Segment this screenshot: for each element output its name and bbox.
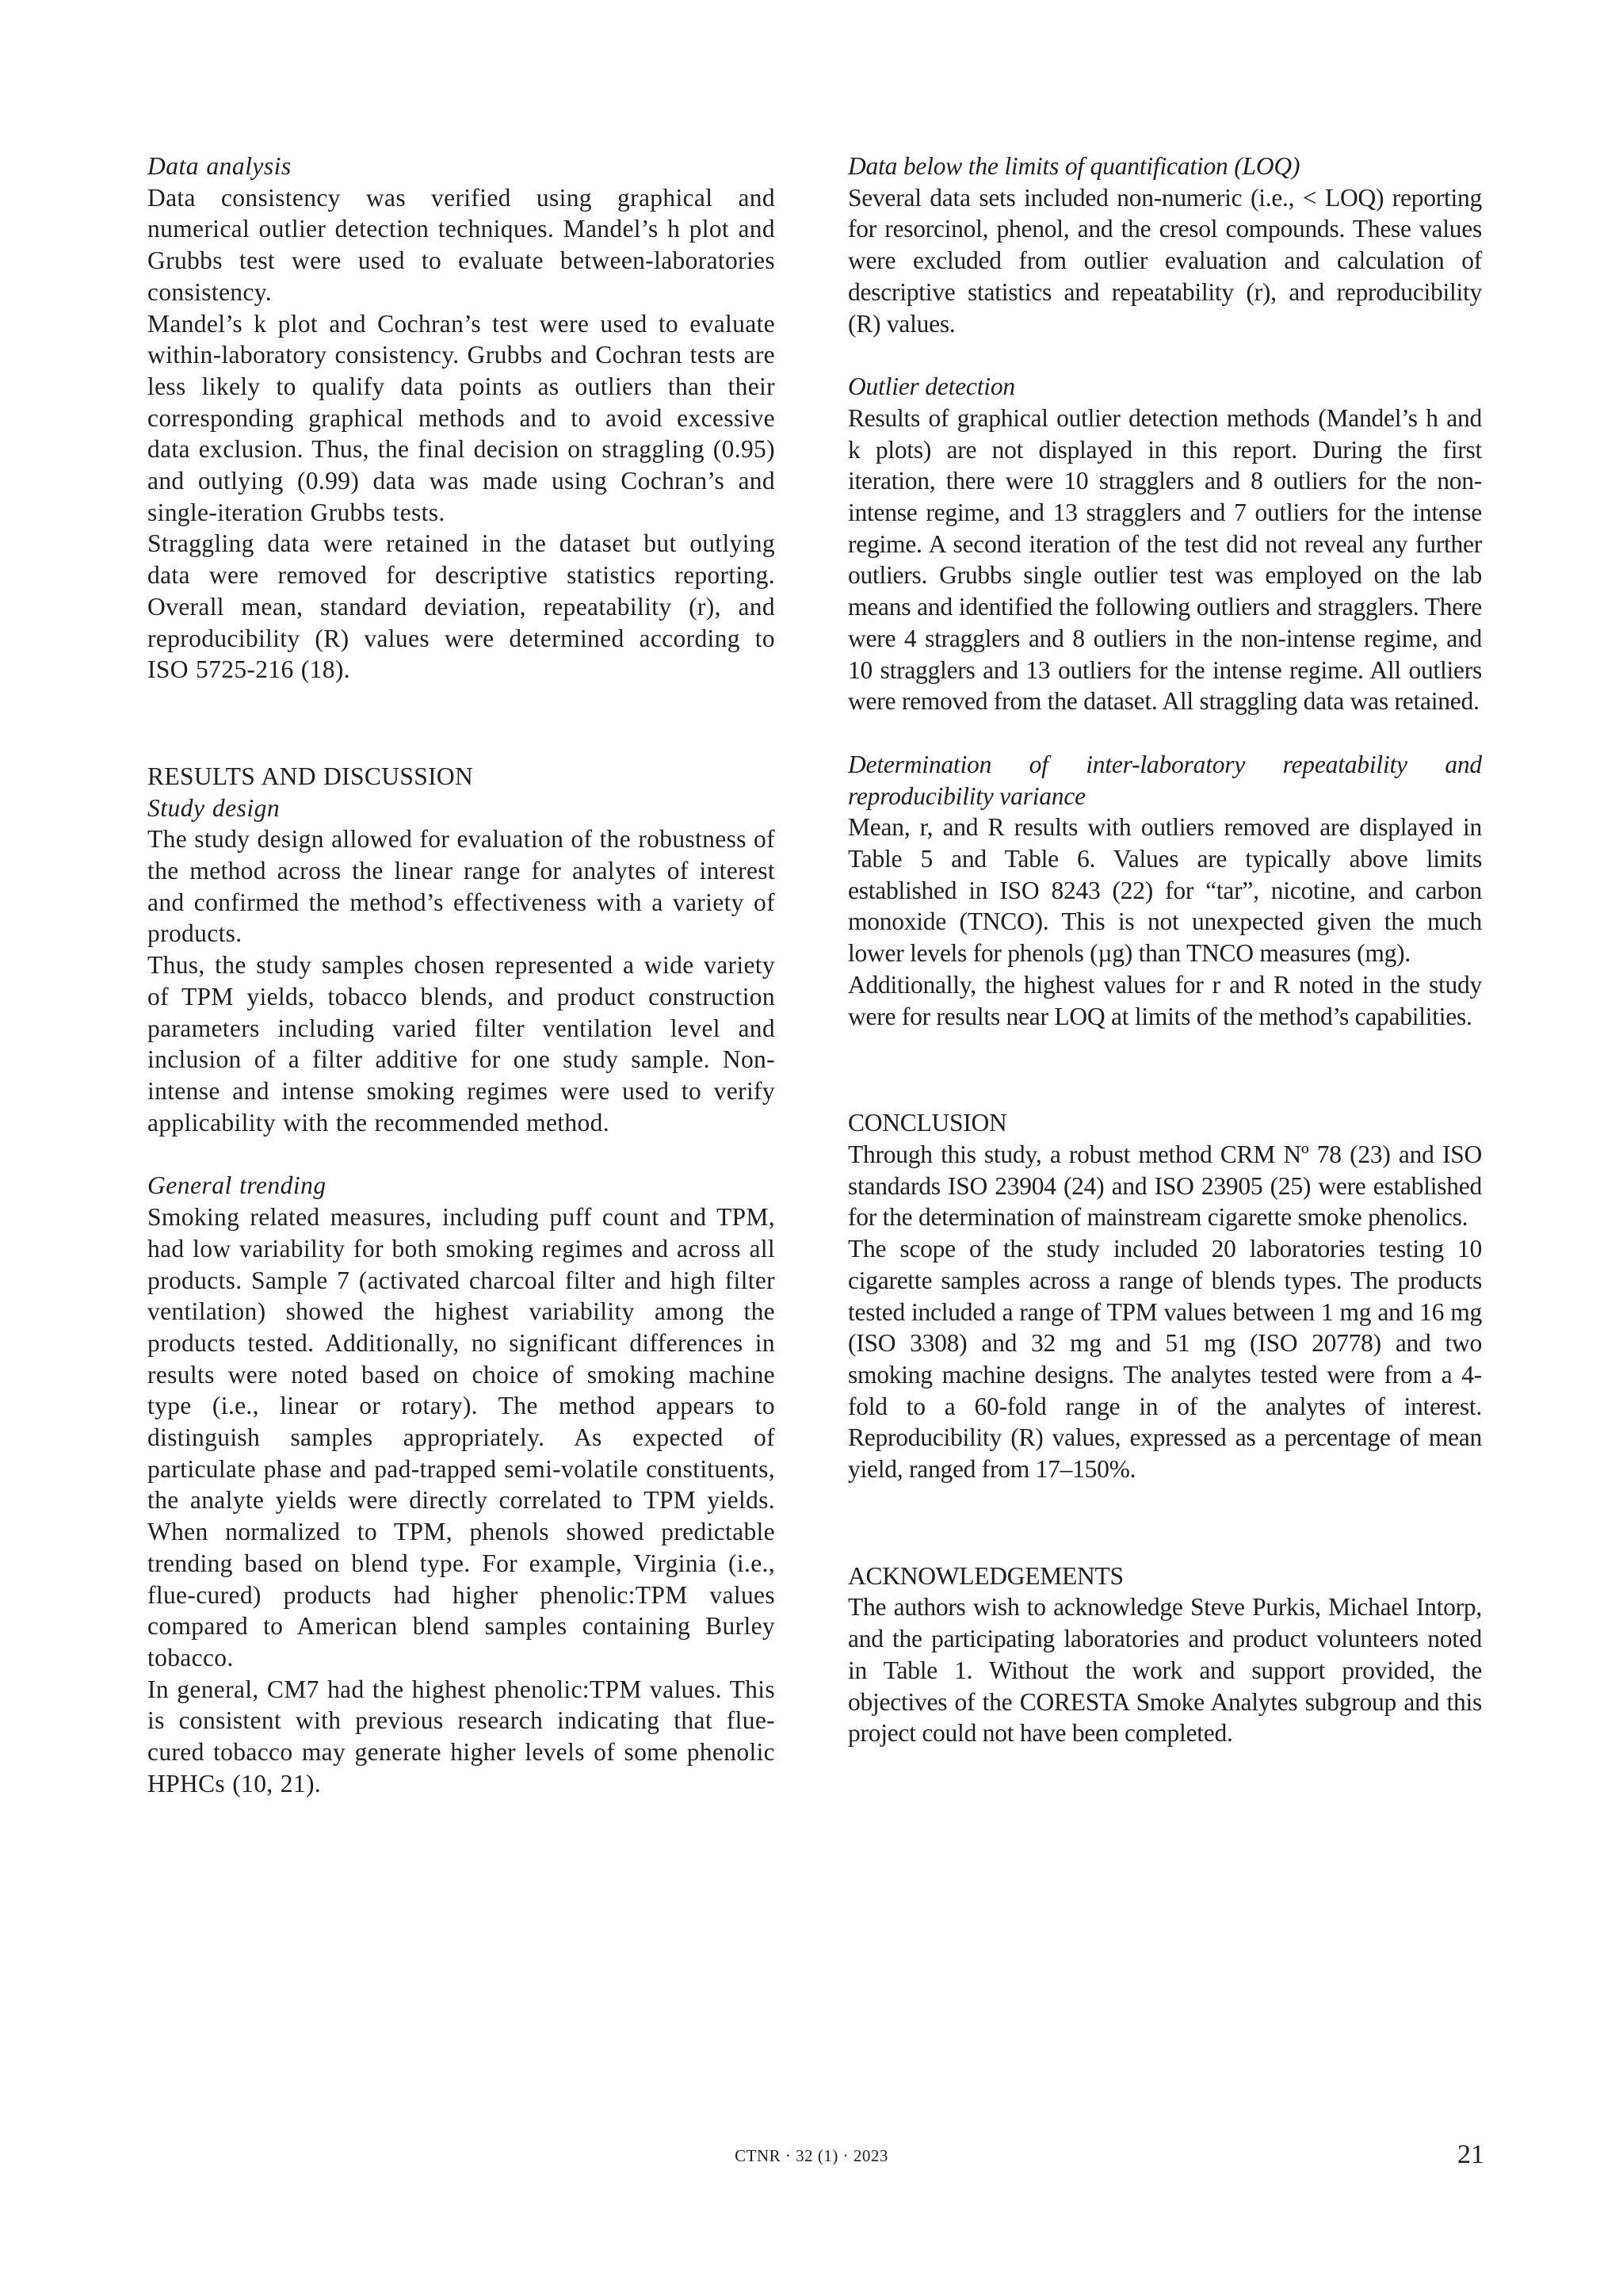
loq-paragraph: Several data sets included non-numeric (i.e., < LOQ) reporting for resorcinol, phenol, and the cresol compounds. These values were excluded from outlier evaluation and calculation of descriptive statistics and repeatability (r), and reproducibility (R) values. [848, 183, 1482, 338]
conclusion-paragraph-1: Through this study, a robust method CRM Nº 78 (23) and ISO standards ISO 23904 (24) and ISO 23905 (25) were established for the determination of mainstream cigarette smoke phenolics. [848, 1140, 1482, 1232]
right-column [848, 151, 1482, 1749]
page-number: 21 [1457, 2140, 1484, 2169]
general-trending-heading: General trending [147, 1171, 327, 1200]
acknowledgements-heading: ACKNOWLEDGEMENTS [848, 1561, 1124, 1590]
journal-citation: CTNR · 32 (1) · 2023 [735, 2146, 888, 2165]
general-trending-paragraph-1: Smoking related measures, including puff count and TPM, had low variability for both smoking regimes and across all products. Sample 7 (activated charcoal filter and high filter ventilation) showed the highest variability among the products tested. Additionally, no significant differences in results were noted based on choice of smoking machine type (i.e., linear or rotary). The method appears to distinguish samples appropriately. As expected of particulate phase and pad-trapped semi-volatile constituents, the analyte yields were directly correlated to TPM yields. When normalized to TPM, phenols showed predictable trending based on blend type. For example, Virginia (i.e., flue-cured) products had higher phenolic:TPM values compared to American blend samples containing Burley tobacco. [147, 1203, 775, 1671]
data-analysis-paragraph-2: Mandel’s k plot and Cochran’s test were used to evaluate within-laboratory consistency. Grubbs and Cochran tests are less likely to qualify data points as outliers than their corresponding graphical methods and to avoid excessive data exclusion. Thus, the final decision on straggling (0.95) and outlying (0.99) data was made using Cochran’s and single-iteration Grubbs tests. [147, 309, 775, 526]
study-design-paragraph-2: Thus, the study samples chosen represented a wide variety of TPM yields, tobacco blends, and product construction parameters including varied filter ventilation level and inclusion of a filter additive for one study sample. Non-intense and intense smoking regimes were used to verify applicability with the recommended method. [147, 951, 775, 1137]
results-heading: RESULTS AND DISCUSSION [147, 762, 474, 790]
conclusion-heading: CONCLUSION [848, 1109, 1007, 1137]
variance-heading: Determination of inter-laboratory repeatability and reproducibility variance [848, 750, 1482, 810]
conclusion-paragraph-2: The scope of the study included 20 laboratories testing 10 cigarette samples across a range of blends types. The products tested included a range of TPM values between 1 mg and 16 mg (ISO 3308) and 32 mg and 51 mg (ISO 20778) and two smoking machine designs. The analytes tested were from a 4-fold to a 60-fold range in of the analytes of interest. Reproducibility (R) values, expressed as a percentage of mean yield, ranged from 17–150%. [848, 1235, 1482, 1484]
data-analysis-paragraph-1: Data consistency was verified using graphical and numerical outlier detection techniques. Mandel’s h plot and Grubbs test were used to evaluate between-laboratories consistency. [147, 183, 775, 306]
data-analysis-paragraph-3: Straggling data were retained in the dataset but outlying data were removed for descriptive statistics reporting. Overall mean, standard deviation, repeatability (r), and reproducibility (R) values were determined according to ISO 5725-216 (18). [147, 529, 775, 684]
study-design-paragraph-1: The study design allowed for evaluation of the robustness of the method across the linear range for analytes of interest and confirmed the method’s effectiveness with a variety of products. [147, 825, 775, 948]
loq-heading: Data below the limits of quantification (LOQ) [848, 152, 1300, 180]
left-column [147, 151, 775, 1799]
page-footer [0, 2140, 1623, 2172]
outlier-detection-paragraph: Results of graphical outlier detection methods (Mandel’s h and k plots) are not displayed in this report. During the first iteration, there were 10 stragglers and 8 outliers for the non-intense regime, and 13 stragglers and 7 outliers for the intense regime. A second iteration of the test did not reveal any further outliers. Grubbs single outlier test was employed on the lab means and identified the following outliers and stragglers. There were 4 stragglers and 8 outliers in the non-intense regime, and 10 stragglers and 13 outliers for the intense regime. All outliers were removed from the dataset. All straggling data was retained. [848, 403, 1482, 716]
variance-paragraph-1: Mean, r, and R results with outliers removed are displayed in Table 5 and Table 6. Values are typically above limits established in ISO 8243 (22) for “tar”, nicotine, and carbon monoxide (TNCO). This is not unexpected given the much lower levels for phenols (µg) than TNCO measures (mg). [848, 813, 1482, 968]
study-design-heading: Study design [147, 793, 281, 822]
data-analysis-heading: Data analysis [147, 152, 292, 180]
acknowledgements-paragraph: The authors wish to acknowledge Steve Purkis, Michael Intorp, and the participating laboratories and product volunteers noted in Table 1. Without the work and support provided, the objectives of the CORESTA Smoke Analytes subgroup and this project could not have been completed. [848, 1593, 1482, 1748]
outlier-detection-heading: Outlier detection [848, 372, 1015, 401]
variance-paragraph-2: Additionally, the highest values for r and R noted in the study were for results near LOQ at limits of the method’s capabilities. [848, 970, 1482, 1030]
general-trending-paragraph-2: In general, CM7 had the highest phenolic:TPM values. This is consistent with previous research indicating that flue-cured tobacco may generate higher levels of some phenolic HPHCs (10, 21). [147, 1675, 775, 1797]
